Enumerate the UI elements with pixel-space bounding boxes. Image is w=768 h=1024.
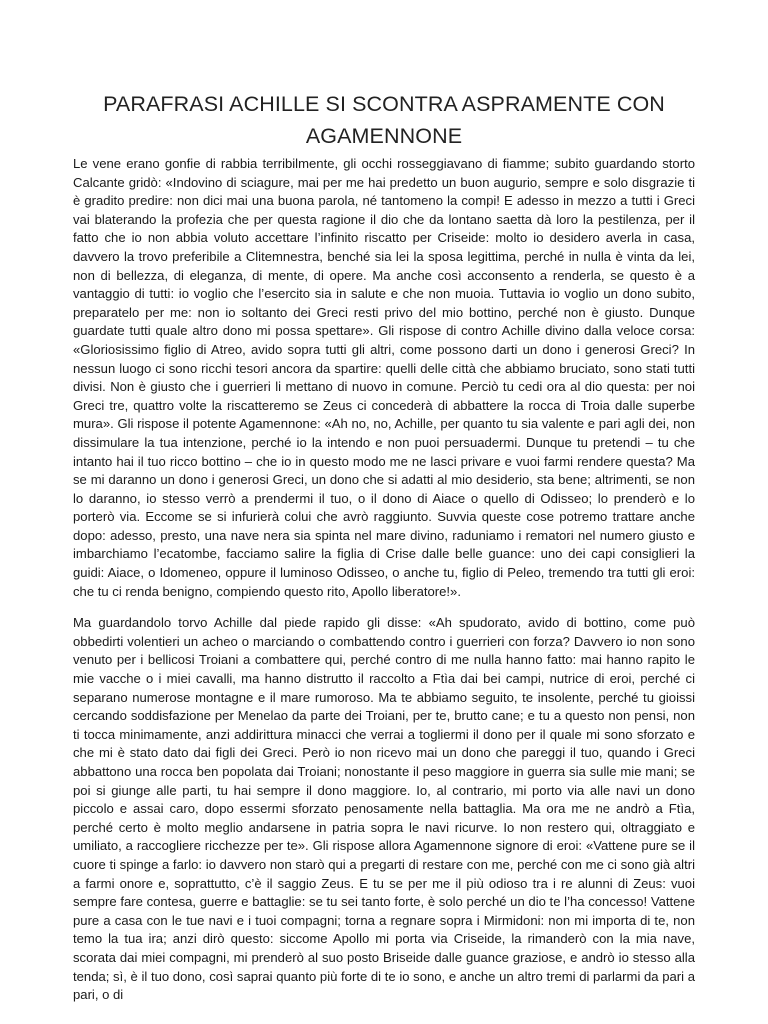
document-body: [73, 155, 695, 1018]
document-title: PARAFRASI ACHILLE SI SCONTRA ASPRAMENTE CON AGAMENNONE: [103, 92, 665, 148]
paragraph-2: Ma guardandolo torvo Achille dal piede rapido gli disse: «Ah spudorato, avido di bottino, come può obbedirti volentieri un acheo o marciando o combattendo contro i guerrieri con forza? Davvero io non sono venuto per i bellicosi Troiani a combattere qui, perché contro di me nulla hanno fatto: mai hanno rapito le mie vacche o i miei cavalli, ma hanno distrutto il raccolto a Ftìa dai bei campi, nutrice di eroi, perché ci separano numerose montagne e il mare rumoroso. Ma te abbiamo seguito, te insolente, perché tu gioissi cercando soddisfazione per Menelao da parte dei Troiani, per te, brutto cane; e tu a questo non pensi, non ti tocca minimamente, anzi addirittura minacci che verrai a togliermi il dono per il quale mi sono sforzato e che mi è stato dato dai figli dei Greci. Però io non ricevo mai un dono che pareggi il tuo, quando i Greci abbattono una rocca ben popolata dai Troiani; nonostante il peso maggiore in guerra sia sulle mie mani; se poi si giunge alle parti, tu hai sempre il dono maggiore. Io, al contrario, mi porto via alle navi un dono piccolo e assai caro, dopo essermi sforzato penosamente nella battaglia. Ma ora me ne andrò a Ftìa, perché certo è molto meglio andarsene in patria sopra le navi ricurve. Io non restero qui, oltraggiato e umiliato, a raccogliere ricchezze per te». Gli rispose allora Agamennone signore di eroi: «Vattene pure se il cuore ti spinge a farlo: io davvero non starò qui a pregarti di restare con me, perché con me ci sono già altri a farmi onore e, soprattutto, c’è il saggio Zeus. E tu se per me il più odioso tra i re alunni di Zeus: vuoi sempre fare contesa, guerre e battaglie: se tu sei tanto forte, è solo perché un dio te l’ha concesso! Vattene pure a casa con le tue navi e i tuoi compagni; torna a regnare sopra i Mirmidoni: non mi importa di te, non temo la tua ira; anzi dirò questo: siccome Apollo mi porta via Criseide, la rimanderò con la mia nave, scorata dai miei compagni, mi prenderò al suo posto Briseide dalle guance graziose, e andrò io stesso alla tenda; sì, è il tuo dono, così saprai quanto più forte di te io sono, e anche un altro tremi di parlarmi da pari a pari, o di: [73, 615, 695, 1003]
paragraph-1: Le vene erano gonfie di rabbia terribilmente, gli occhi rosseggiavano di fiamme; subito guardando storto Calcante gridò: «Indovino di sciagure, mai per me hai predetto un buon augurio, sempre e solo disgrazie ti è gradito predire: non dici mai una buona parola, né tantomeno la compi! E adesso in mezzo a tutti i Greci vai blaterando la profezia che per questa ragione il dio che da lontano saetta dà loro la pestilenza, per il fatto che io non abbia voluto accettare l’infinito riscatto per Criseide: molto io desidero averla in casa, davvero la trovo preferibile a Clitemnestra, benché sia lei la sposa legittima, perché in nulla è vinta da lei, non di bellezza, di eleganza, di mente, di opere. Ma anche così acconsento a renderla, se questo è a vantaggio di tutti: io voglio che l’esercito sia in salute e che non muoia. Tuttavia io voglio un dono subito, preparatelo per me: non io soltanto dei Greci resti privo del mio bottino, perché non è giusto. Dunque guardate tutti quale altro dono mi possa spettare». Gli rispose di contro Achille divino dalla veloce corsa: «Gloriosissimo figlio di Atreo, avido sopra tutti gli altri, come possono darti un dono i generosi Greci? In nessun luogo ci sono ricchi tesori ancora da spartire: quelli delle città che abbiamo bruciato, sono stati tutti divisi. Non è giusto che i guerrieri li mettano di nuovo in comune. Perciò tu cedi ora al dio questa: per noi Greci tre, quattro volte la riscatteremo se Zeus ci concederà di abbattere la rocca di Troia dalle superbe mura». Gli rispose il potente Agamennone: «Ah no, no, Achille, per quanto tu sia valente e pari agli dei, non dissimulare la tua intenzione, perché io la intendo e non puoi persuadermi. Dunque tu pretendi – tu che intanto hai il tuo ricco bottino – che io in questo modo me ne lasci privare e vuoi farmi rendere questa? Ma se mi daranno un dono i generosi Greci, un dono che si adatti al mio desiderio, sta bene; altrimenti, se non lo daranno, io stesso verrò a prendermi il tuo, o il dono di Aiace o quello di Odisseo; lo prenderò e lo porterò via. Eccome se si infurierà colui che avrò raggiunto. Suvvia queste cose potremo trattare anche dopo: adesso, presto, una nave nera sia spinta nel mare divino, raduniamo i rematori nel numero giusto e imbarchiamo l’ecatombe, facciamo salire la figlia di Crise dalle belle guance: uno dei capi consiglieri la guidi: Aiace, o Idomeneo, oppure il luminoso Odisseo, o anche tu, figlio di Peleo, tremendo tra tutti gli eroi: che tu ci renda benigno, compiendo questo rito, Apollo liberatore!».: [73, 156, 695, 599]
